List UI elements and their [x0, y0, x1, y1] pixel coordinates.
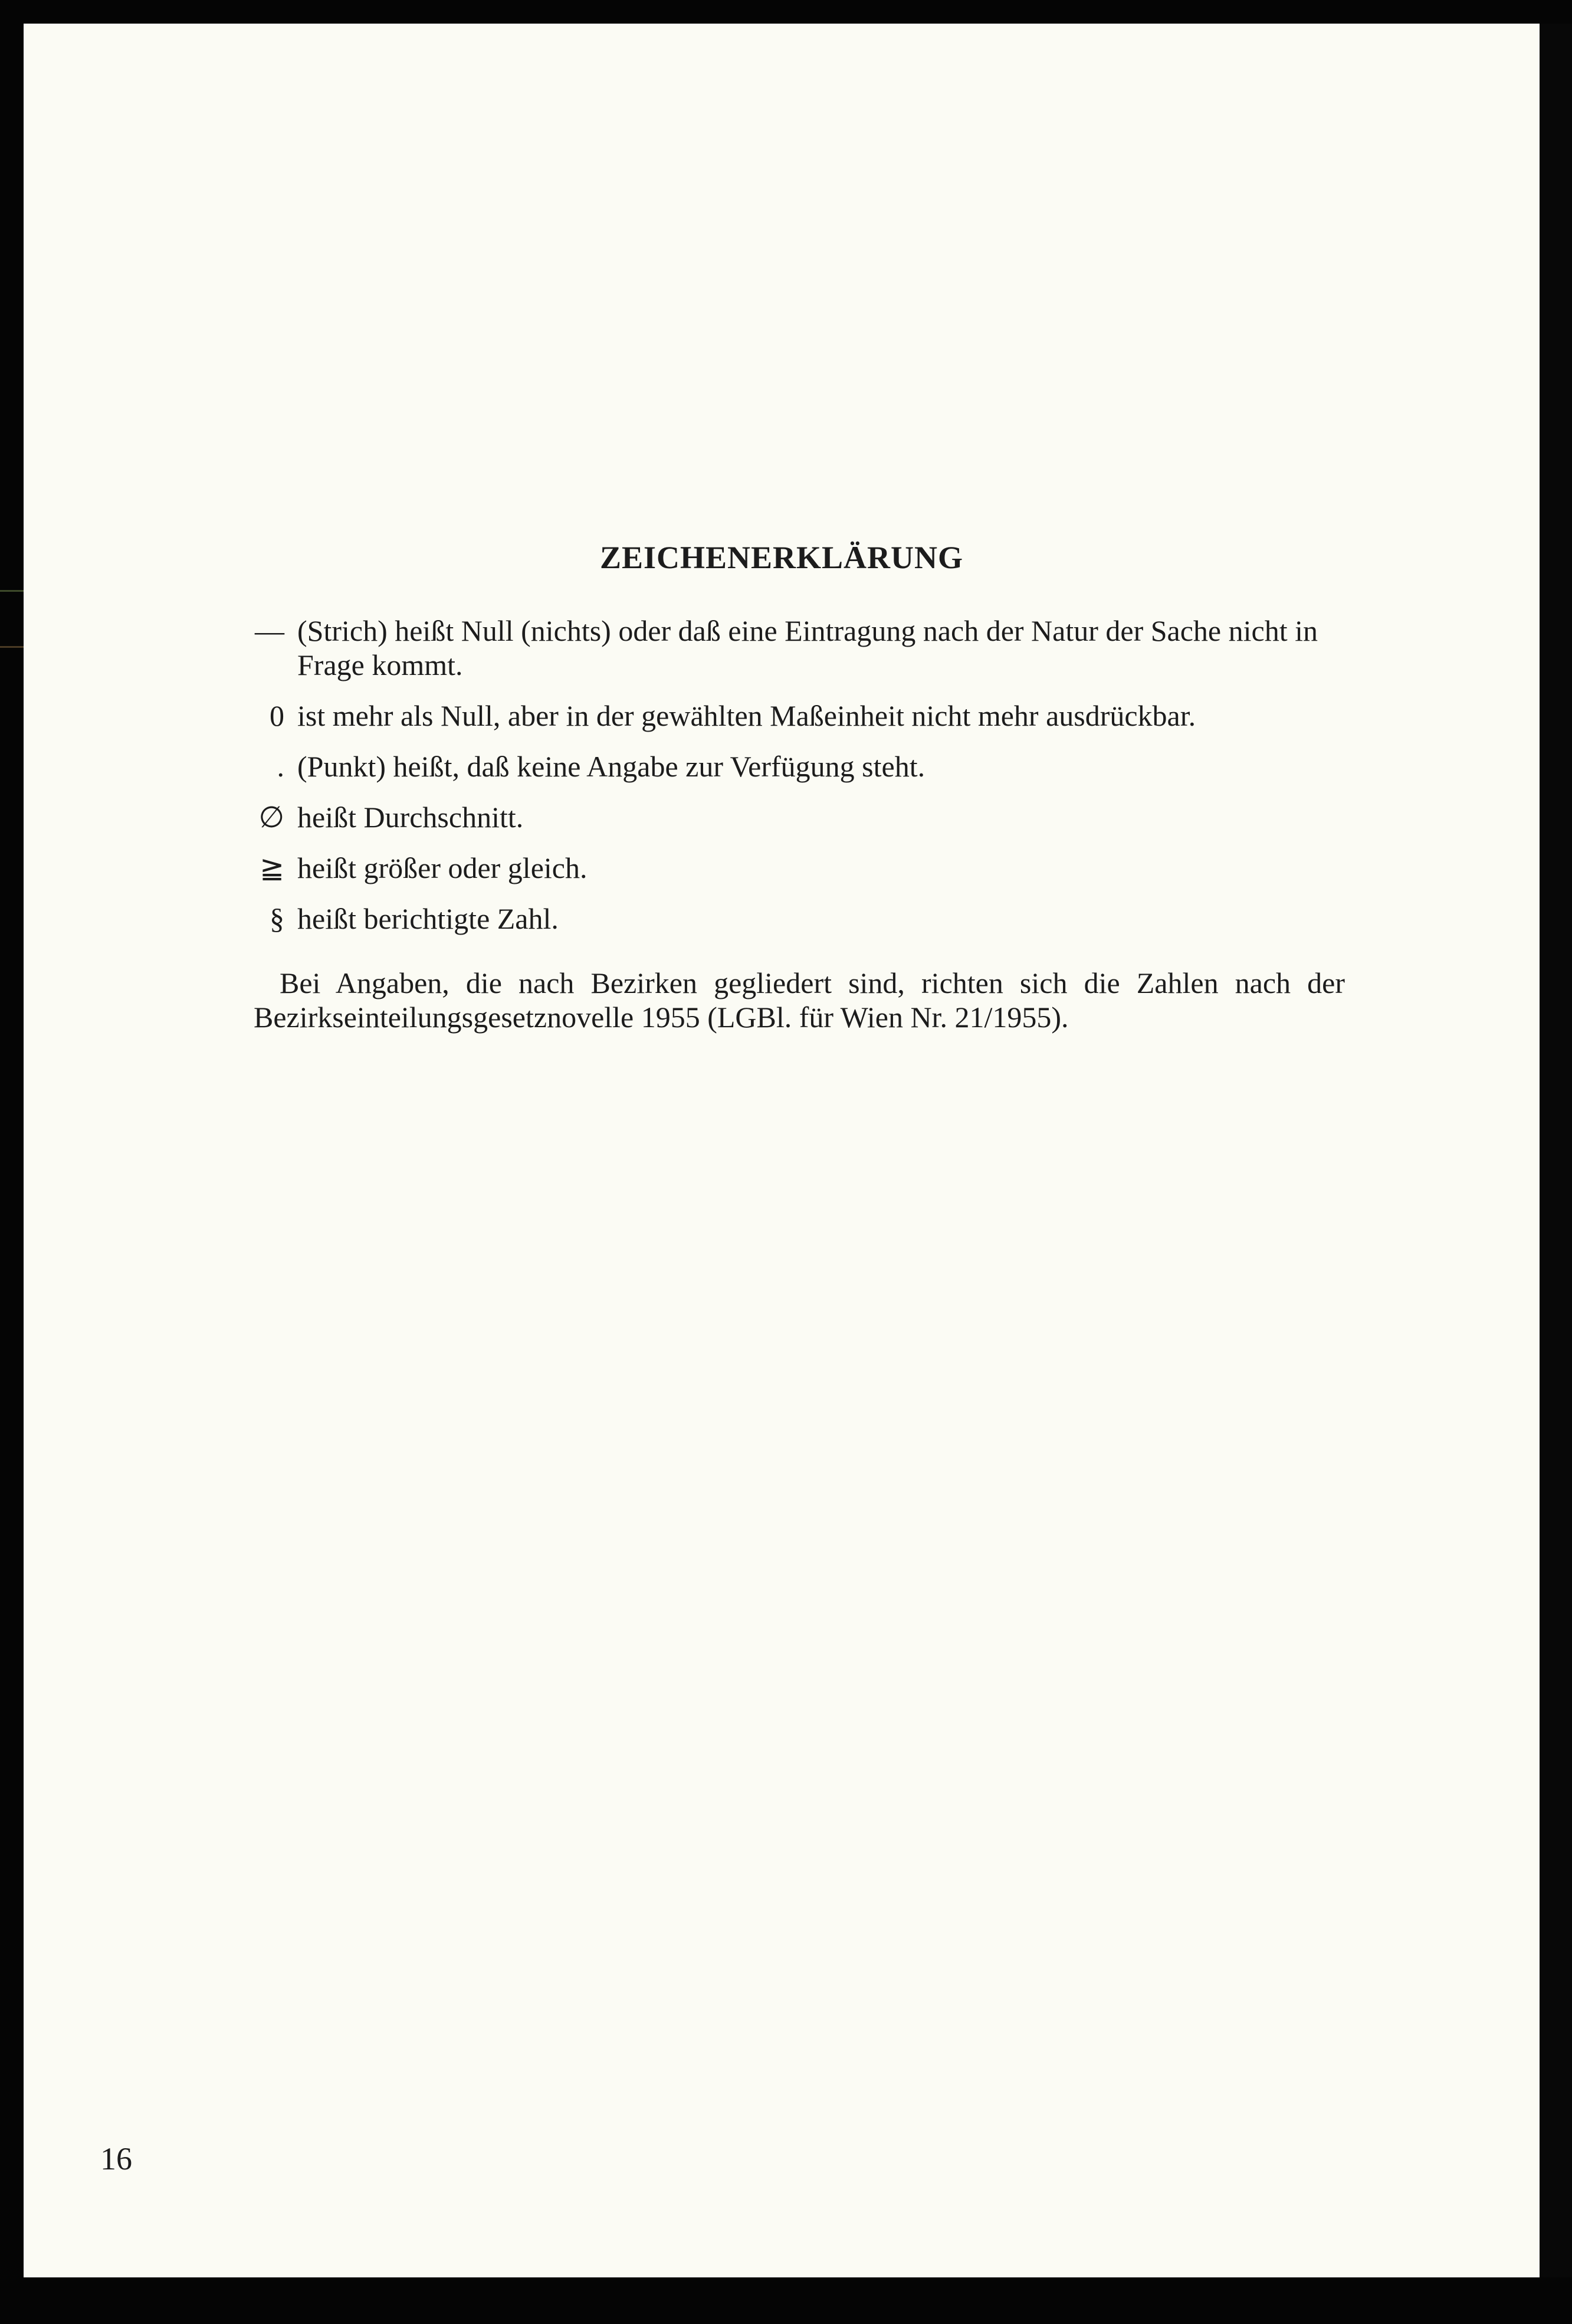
legend-text: heißt berichtigte Zahl. [297, 902, 559, 935]
legend-text: heißt größer oder gleich. [297, 851, 588, 884]
scan-edge-mark [0, 590, 24, 592]
legend-symbol: . [277, 750, 284, 783]
legend-item [242, 902, 1351, 936]
legend-text: (Strich) heißt Null (nichts) oder daß eine Eintragung nach der Natur der Sache nicht in Frage kommt. [297, 614, 1318, 681]
document-page [24, 24, 1540, 2277]
legend-text: (Punkt) heißt, daß keine Angabe zur Verfügung steht. [297, 750, 926, 783]
legend-symbol: ∅ [258, 801, 284, 834]
legend-symbol: § [270, 902, 284, 935]
legend-text: heißt Durchschnitt. [297, 801, 524, 834]
page-title: ZEICHENERKLÄRUNG [599, 540, 964, 575]
legend-item [242, 614, 1351, 682]
legend-item [242, 699, 1351, 733]
scan-border [1540, 24, 1572, 2277]
scan-edge-mark [0, 646, 24, 648]
district-note: Bei Angaben, die nach Bezirken gegliedert sind, richten sich die Zahlen nach der Bezirkseinteilungsgesetznovelle 1955 (LGBl. für Wien Nr. 21/1955). [254, 966, 1345, 1034]
legend-symbol: 0 [270, 699, 284, 732]
legend-item [242, 749, 1351, 784]
page-number: 16 [100, 2141, 132, 2177]
legend-item [242, 800, 1351, 834]
legend-text: ist mehr als Null, aber in der gewählten Maßeinheit nicht mehr ausdrückbar. [297, 699, 1196, 732]
legend-symbol: ≧ [260, 851, 284, 884]
symbol-legend [242, 614, 1351, 952]
legend-symbol: — [255, 614, 284, 647]
legend-item [242, 851, 1351, 885]
